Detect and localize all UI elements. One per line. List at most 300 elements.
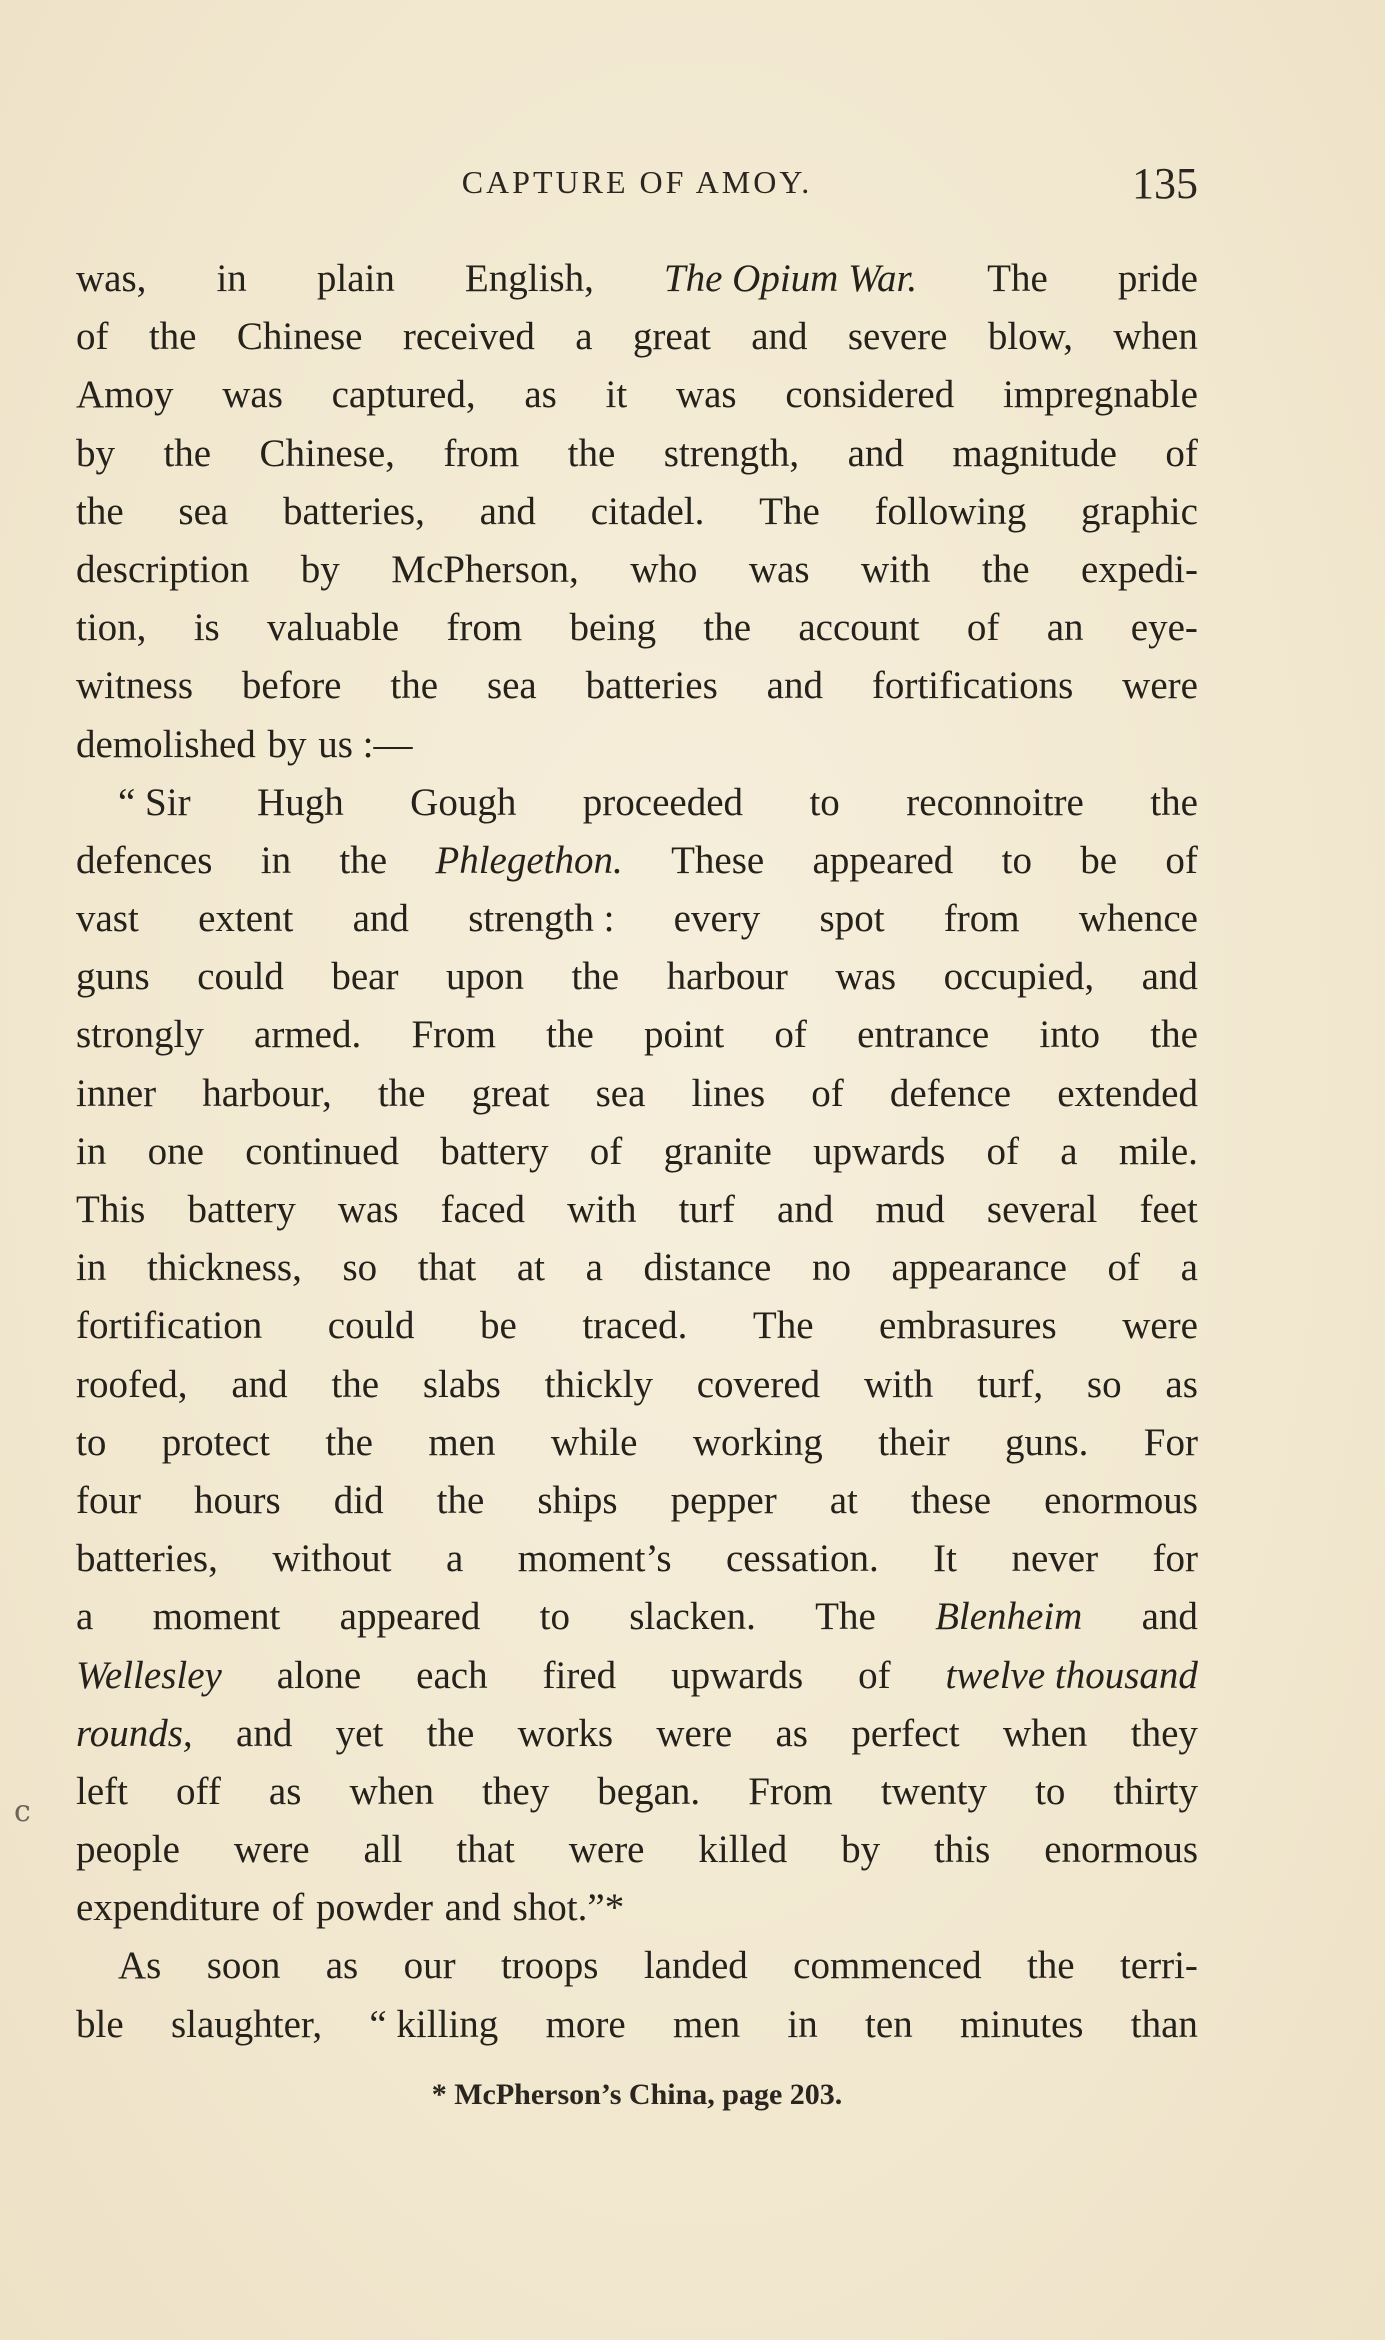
- word: was,: [76, 257, 147, 300]
- word: by: [300, 547, 340, 591]
- text-line: [76, 657, 1198, 715]
- word: of: [858, 1653, 891, 1697]
- text-line: [76, 483, 1198, 541]
- word: a: [445, 1537, 464, 1581]
- word: this: [933, 1828, 991, 1872]
- footnote: * McPherson’s China, page 203.: [431, 2078, 843, 2111]
- word: no: [811, 1246, 851, 1290]
- word: and: [1141, 955, 1198, 999]
- word: so: [342, 1246, 378, 1290]
- text-line: [76, 1414, 1198, 1472]
- word: feet: [1139, 1188, 1198, 1231]
- word: could: [197, 955, 284, 999]
- word: of: [1165, 431, 1198, 475]
- word: it: [605, 373, 628, 417]
- word: enormous: [1044, 1828, 1198, 1872]
- word: thirty: [1113, 1769, 1198, 1813]
- word: being: [569, 606, 657, 650]
- word: never: [1011, 1537, 1099, 1581]
- text-line: [76, 774, 1198, 832]
- word: faced: [440, 1188, 526, 1231]
- word: whence: [1078, 897, 1198, 941]
- word: before: [241, 664, 342, 708]
- word: could: [327, 1304, 415, 1348]
- word: off: [176, 1769, 221, 1813]
- text-line: [76, 1065, 1198, 1123]
- word: citadel.: [590, 489, 705, 533]
- word: a: [585, 1246, 603, 1290]
- word: graphic: [1081, 489, 1198, 533]
- word: expenditure: [76, 1886, 261, 1930]
- word: each: [416, 1653, 488, 1697]
- word: valuable: [267, 606, 400, 650]
- word: to: [1035, 1769, 1066, 1813]
- text-line: [76, 1647, 1198, 1705]
- word: and: [231, 1362, 288, 1406]
- word: while: [550, 1420, 638, 1464]
- word: pride: [1117, 257, 1198, 300]
- word: be: [1080, 838, 1118, 882]
- word: embrasures: [879, 1304, 1057, 1348]
- word: bear: [331, 955, 399, 999]
- word: traced.: [582, 1304, 688, 1348]
- word: ships: [537, 1478, 618, 1522]
- word: the: [567, 431, 616, 475]
- word: entrance: [857, 1013, 990, 1057]
- text-line: [76, 1356, 1198, 1414]
- word: was: [337, 1188, 399, 1231]
- word: granite: [663, 1129, 772, 1173]
- word: with: [567, 1188, 637, 1231]
- word: that: [417, 1246, 477, 1290]
- word: eye-: [1130, 606, 1198, 650]
- word: Blenheim: [935, 1595, 1083, 1639]
- word: moment’s: [517, 1537, 672, 1581]
- word: From: [411, 1013, 496, 1057]
- word: one: [147, 1129, 204, 1173]
- word: for: [1152, 1537, 1198, 1581]
- word: their: [878, 1420, 950, 1464]
- word: alone: [276, 1653, 362, 1697]
- word: was: [748, 547, 810, 591]
- word: battery: [440, 1129, 549, 1173]
- word: from: [443, 431, 520, 475]
- word: proceeded: [582, 780, 744, 824]
- word: severe: [847, 315, 948, 359]
- word: ten: [865, 2002, 913, 2046]
- word: commenced: [793, 1944, 982, 1988]
- word: into: [1039, 1013, 1101, 1057]
- text-line: [76, 1181, 1198, 1239]
- word: appearance: [891, 1246, 1067, 1290]
- text-line: [76, 425, 1198, 483]
- word: the: [163, 431, 212, 475]
- word: and: [236, 1711, 293, 1755]
- word: pepper: [670, 1478, 777, 1522]
- word: perfect: [851, 1711, 960, 1755]
- word: in: [216, 257, 247, 300]
- word: were: [568, 1828, 645, 1872]
- word: and: [1141, 1595, 1198, 1639]
- word: the: [981, 547, 1030, 591]
- word: fortifications: [871, 664, 1074, 708]
- word: The: [752, 1304, 814, 1348]
- word: roofed,: [76, 1362, 188, 1406]
- word: was: [675, 373, 737, 417]
- word: were: [656, 1711, 733, 1755]
- word: witness: [76, 664, 193, 708]
- word: at: [516, 1246, 546, 1290]
- running-title: CAPTURE OF AMOY.: [461, 164, 813, 200]
- word: in: [787, 2002, 818, 2046]
- word: Chinese: [236, 315, 363, 359]
- word: ble: [76, 2002, 124, 2046]
- word: the: [325, 1420, 373, 1464]
- word: McPherson,: [391, 547, 579, 591]
- text-line: [76, 599, 1198, 657]
- text-line: [76, 1472, 1198, 1530]
- word: captured,: [331, 373, 476, 417]
- word: mud: [875, 1188, 945, 1231]
- word: the: [390, 664, 439, 708]
- word: armed.: [254, 1013, 362, 1057]
- word: of: [774, 1013, 807, 1057]
- word: the: [148, 315, 197, 359]
- word: the: [426, 1711, 475, 1755]
- word: working: [692, 1420, 823, 1464]
- word: in: [76, 1246, 107, 1290]
- word: the: [76, 489, 124, 533]
- word: our: [403, 1944, 456, 1988]
- word: and: [751, 315, 808, 359]
- word: magnitude: [952, 431, 1117, 475]
- word: a: [76, 1595, 94, 1639]
- word: when: [349, 1769, 434, 1813]
- word: mile.: [1118, 1129, 1198, 1173]
- text-line: [76, 948, 1198, 1006]
- word: people: [76, 1828, 180, 1872]
- word: The: [815, 1595, 876, 1639]
- word: fortification: [76, 1304, 263, 1348]
- word: by: [267, 722, 307, 766]
- word: an: [1046, 606, 1084, 650]
- word: the: [436, 1478, 485, 1522]
- word: left: [76, 1769, 128, 1813]
- word: Amoy: [76, 373, 174, 417]
- word: of: [1107, 1246, 1141, 1290]
- word: soon: [206, 1944, 281, 1988]
- word: extent: [198, 897, 294, 941]
- word: extended: [1057, 1071, 1198, 1115]
- word: Gough: [410, 780, 517, 824]
- word: following: [874, 489, 1027, 533]
- running-head: [76, 158, 1198, 208]
- word: upwards: [813, 1129, 946, 1173]
- word: as: [524, 373, 557, 417]
- word: protect: [161, 1420, 270, 1464]
- word: demolished: [76, 722, 256, 766]
- word: the: [331, 1362, 380, 1406]
- word: without: [272, 1537, 392, 1581]
- word: and: [479, 489, 536, 533]
- margin-mark: c: [14, 1794, 31, 1829]
- word: thickly: [544, 1362, 653, 1406]
- text-line: [76, 1123, 1198, 1181]
- word: sea: [486, 664, 537, 708]
- word: turf,: [977, 1362, 1044, 1406]
- word: with: [861, 547, 931, 591]
- word: covered: [696, 1362, 821, 1406]
- word: rounds,: [76, 1711, 193, 1755]
- word: the: [339, 838, 388, 882]
- word: The Opium War.: [663, 257, 918, 300]
- word: guns.: [1004, 1420, 1089, 1464]
- word: as: [1165, 1362, 1198, 1406]
- word: was: [222, 373, 283, 417]
- word: defence: [889, 1071, 1012, 1115]
- page-number: 135: [1132, 159, 1198, 208]
- text-line: [76, 832, 1198, 890]
- word: so: [1086, 1362, 1122, 1406]
- word: spot: [819, 897, 885, 941]
- word: plain: [316, 257, 395, 300]
- word: These: [671, 838, 765, 882]
- word: every: [673, 897, 761, 941]
- word: sea: [178, 489, 229, 533]
- word: cessation.: [726, 1537, 879, 1581]
- word: Chinese,: [259, 431, 395, 475]
- word: twenty: [880, 1769, 987, 1813]
- word: shot.”*: [512, 1886, 625, 1930]
- word: did: [333, 1478, 384, 1522]
- word: impregnable: [1002, 373, 1198, 417]
- word: strongly: [76, 1013, 204, 1057]
- word: a: [1180, 1246, 1198, 1290]
- word: and: [777, 1188, 834, 1231]
- word: It: [933, 1537, 957, 1581]
- word: the: [377, 1071, 426, 1115]
- text-line: [76, 1879, 1198, 1937]
- word: turf: [678, 1188, 735, 1231]
- word: received: [402, 315, 535, 359]
- word: slabs: [422, 1362, 501, 1406]
- text-line: [76, 1763, 1198, 1821]
- word: description: [76, 547, 250, 591]
- word: upon: [445, 955, 524, 999]
- word: The: [987, 257, 1048, 300]
- word: English,: [464, 257, 594, 300]
- word: sea: [595, 1071, 646, 1115]
- text-line: [76, 308, 1198, 366]
- word: great: [471, 1071, 550, 1115]
- word: as: [775, 1711, 808, 1755]
- word: harbour: [666, 955, 788, 999]
- word: Wellesley: [76, 1653, 222, 1697]
- word: appeared: [339, 1595, 481, 1639]
- word: who: [630, 547, 698, 591]
- word: This: [76, 1188, 146, 1231]
- word: “ Sir: [118, 780, 191, 824]
- word: in: [260, 838, 292, 882]
- word: were: [233, 1828, 310, 1872]
- word: troops: [500, 1944, 599, 1988]
- word: From: [748, 1769, 833, 1813]
- body-text: [76, 250, 1198, 2054]
- text-line: [76, 1006, 1198, 1064]
- word: the: [1150, 780, 1198, 824]
- text-line: [76, 366, 1198, 424]
- word: of: [1165, 838, 1198, 882]
- word: by: [76, 431, 115, 475]
- word: terri-: [1119, 1944, 1198, 1988]
- text-line: [76, 1821, 1198, 1879]
- word: vast: [76, 897, 139, 941]
- word: from: [943, 897, 1020, 941]
- word: continued: [245, 1129, 399, 1173]
- word: when: [1002, 1711, 1088, 1755]
- word: to: [809, 780, 840, 824]
- word: to: [1001, 838, 1032, 882]
- word: the: [1026, 1944, 1075, 1988]
- word: and: [352, 897, 409, 941]
- word: batteries: [585, 664, 718, 708]
- word: guns: [76, 955, 150, 999]
- word: were: [1122, 664, 1198, 708]
- word: defences: [76, 838, 213, 882]
- word: several: [986, 1188, 1098, 1231]
- word: that: [456, 1828, 515, 1872]
- text-line: [76, 1239, 1198, 1297]
- word: with: [863, 1362, 934, 1406]
- word: distance: [643, 1246, 772, 1290]
- word: yet: [335, 1711, 384, 1755]
- word: of: [966, 606, 1000, 650]
- word: is: [193, 606, 220, 650]
- word: these: [910, 1478, 992, 1522]
- word: strength,: [663, 431, 800, 475]
- word: killed: [698, 1828, 788, 1872]
- text-line: [76, 250, 1198, 308]
- word: a: [575, 315, 593, 359]
- word: tion,: [76, 606, 147, 650]
- word: a: [1060, 1129, 1078, 1173]
- text-line: [76, 1937, 1198, 1995]
- text-line: [76, 541, 1198, 599]
- word: of: [811, 1071, 844, 1115]
- word: they: [482, 1769, 550, 1813]
- word: four: [76, 1478, 141, 1522]
- word: the: [571, 955, 620, 999]
- word: Hugh: [257, 780, 344, 824]
- text-line: [76, 716, 1198, 774]
- word: of: [986, 1129, 1020, 1173]
- word: For: [1143, 1420, 1198, 1464]
- word: strength :: [468, 897, 615, 941]
- text-line: [76, 1297, 1198, 1355]
- word: appeared: [812, 838, 954, 882]
- word: from: [446, 606, 523, 650]
- text-line: [76, 1530, 1198, 1588]
- word: as: [268, 1769, 302, 1813]
- word: of: [271, 1886, 305, 1930]
- word: when: [1113, 315, 1198, 359]
- word: began.: [597, 1769, 701, 1813]
- word: be: [479, 1304, 517, 1348]
- word: to: [539, 1595, 570, 1639]
- word: As: [118, 1944, 162, 1988]
- word: thickness,: [146, 1246, 302, 1290]
- word: of: [76, 315, 109, 359]
- word: considered: [785, 373, 955, 417]
- word: “ killing: [369, 2002, 499, 2046]
- word: were: [1122, 1304, 1198, 1348]
- word: blow,: [987, 315, 1074, 359]
- word: powder: [315, 1886, 433, 1930]
- text-line: [76, 1996, 1198, 2054]
- word: hours: [194, 1478, 281, 1522]
- word: men: [672, 2002, 741, 2046]
- word: they: [1130, 1711, 1198, 1755]
- word: and: [847, 431, 904, 475]
- word: by: [841, 1828, 881, 1872]
- word: us :—: [318, 722, 413, 766]
- word: battery: [187, 1188, 296, 1231]
- word: great: [632, 315, 711, 359]
- word: fired: [542, 1653, 617, 1697]
- word: upwards: [671, 1653, 804, 1697]
- word: inner: [76, 1071, 157, 1115]
- word: landed: [643, 1944, 748, 1988]
- text-line: [76, 1588, 1198, 1646]
- word: the: [703, 606, 752, 650]
- word: minutes: [959, 2002, 1084, 2046]
- word: harbour,: [202, 1071, 332, 1115]
- word: and: [766, 664, 823, 708]
- word: The: [759, 489, 820, 533]
- word: slaughter,: [170, 2002, 323, 2046]
- word: and: [444, 1886, 501, 1930]
- word: twelve thousand: [945, 1653, 1198, 1697]
- text-line: [76, 1705, 1198, 1763]
- word: than: [1130, 2002, 1198, 2046]
- word: the: [546, 1013, 594, 1057]
- word: more: [545, 2002, 626, 2046]
- word: of: [589, 1129, 623, 1173]
- word: account: [798, 606, 920, 650]
- word: Phlegethon.: [435, 838, 623, 882]
- word: as: [325, 1944, 359, 1988]
- word: reconnoitre: [906, 780, 1084, 824]
- word: enormous: [1044, 1478, 1198, 1522]
- word: works: [517, 1711, 614, 1755]
- word: at: [829, 1478, 858, 1522]
- word: point: [644, 1013, 725, 1057]
- word: men: [428, 1420, 496, 1464]
- word: all: [363, 1828, 403, 1872]
- word: was: [835, 955, 897, 999]
- word: to: [76, 1420, 107, 1464]
- word: occupied,: [943, 955, 1095, 999]
- word: lines: [691, 1071, 766, 1115]
- word: in: [76, 1129, 107, 1173]
- word: the: [1150, 1013, 1198, 1057]
- word: batteries,: [283, 489, 425, 533]
- word: batteries,: [76, 1537, 218, 1581]
- word: moment: [152, 1595, 281, 1639]
- text-line: [76, 890, 1198, 948]
- word: expedi-: [1081, 547, 1198, 591]
- word: slacken.: [629, 1595, 756, 1639]
